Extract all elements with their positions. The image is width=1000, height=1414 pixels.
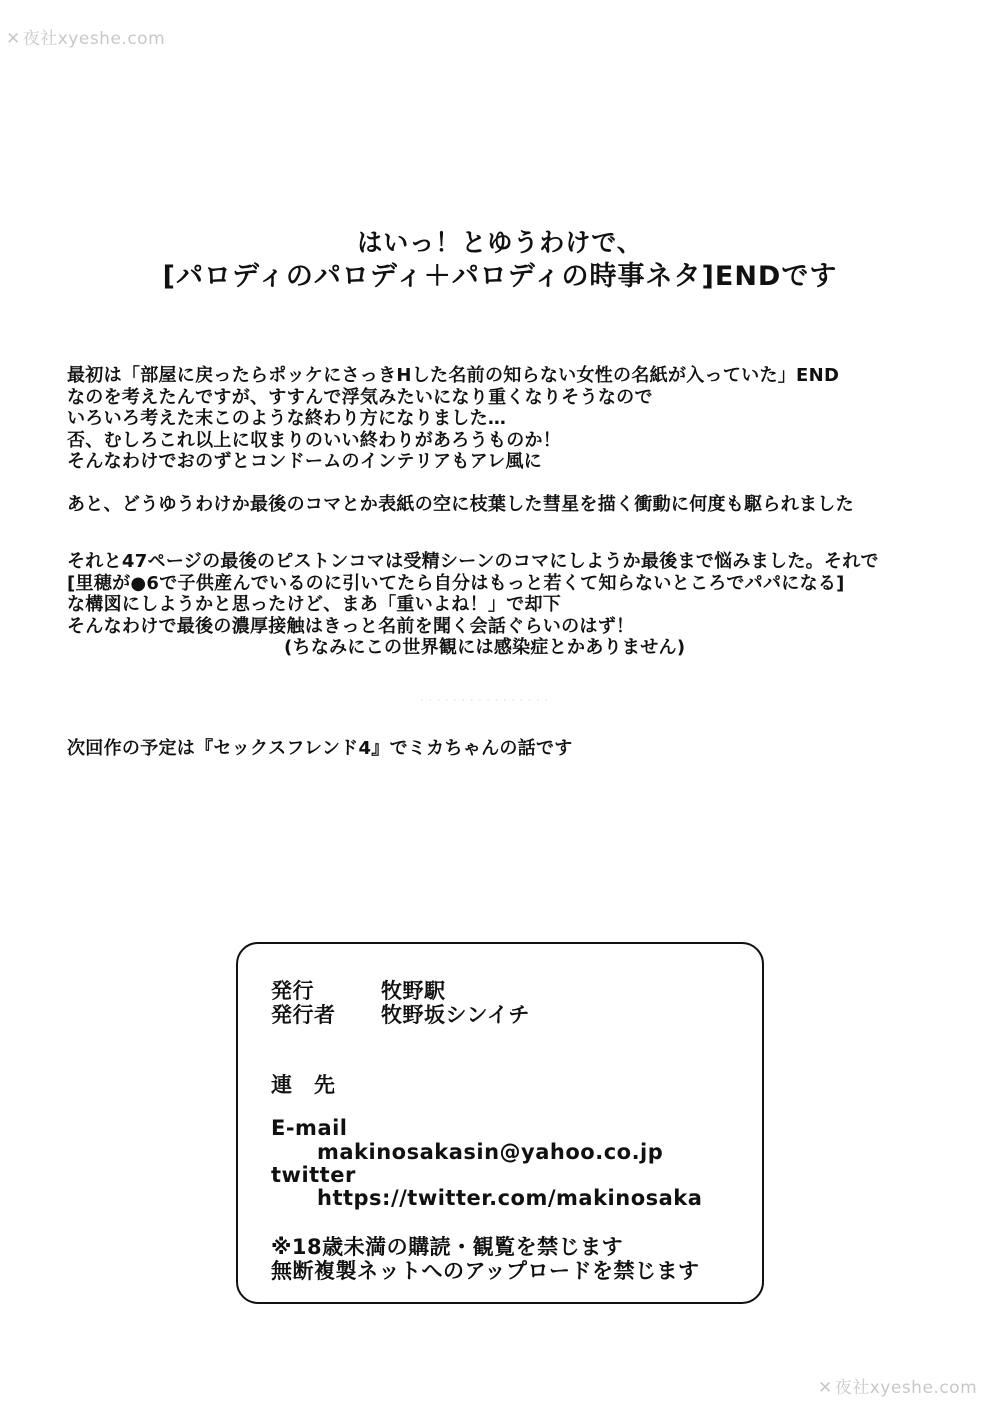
issuer-value: 牧野坂シンイチ — [381, 1003, 530, 1027]
paragraph-line: そんなわけでおのずとコンドームのインテリアもアレ風に — [67, 451, 543, 472]
watermark-x-icon: ✕ — [818, 1378, 833, 1398]
paragraph-3 — [67, 551, 879, 659]
contact-label: 連 先 — [271, 1073, 336, 1097]
copy-prohibition-notice: 無断複製ネットへのアップロードを禁じます — [271, 1259, 700, 1283]
faint-mark: · · · · · · · · · · · · · · · · — [420, 694, 549, 709]
paragraph-line: それと47ページの最後のピストンコマは受精シーンのコマにしようか最後まで悩みました。それで — [67, 551, 879, 572]
paragraph-line: なのを考えたんですが、すすんで浮気みたいになり重くなりそうなので — [67, 386, 653, 408]
email-value[interactable]: makinosakasin@yahoo.co.jp — [317, 1140, 664, 1164]
publisher-label: 発行 — [271, 979, 314, 1003]
heading-line-1: はいっ！とゆうわけで、 — [357, 228, 643, 257]
colophon-box — [236, 942, 764, 1304]
paragraph-line: 否、むしろこれ以上に収まりのいい終わりがあろうものか！ — [67, 429, 562, 451]
watermark-bottom-right: ✕ 夜社xyeshe.com — [818, 1378, 978, 1398]
paragraph-line: そんなわけで最後の濃厚接触はきっと名前を聞く会話ぐらいのはず！ — [67, 615, 635, 637]
issuer-label: 発行者 — [271, 1003, 336, 1027]
publisher-value: 牧野駅 — [381, 979, 446, 1003]
paragraph-line: 最初は「部屋に戻ったらポッケにさっきHした名前の知らない女性の名紙が入っていた」END — [67, 365, 840, 386]
next-work-note: 次回作の予定は『セックスフレンド4』でミカちゃんの話です — [67, 738, 573, 759]
watermark-top-left: ✕ 夜社xyeshe.com — [6, 29, 166, 49]
heading-line-2: [パロディのパロディ＋パロディの時事ネタ]ENDです — [162, 261, 838, 292]
watermark-x-icon: ✕ — [6, 29, 21, 49]
paragraph-line: な構図にしようかと思ったけど、まあ「重いよね！」で却下 — [67, 594, 562, 615]
paragraph-line-aside: (ちなみにこの世界観には感染症とかありません) — [284, 637, 686, 658]
twitter-link[interactable]: https://twitter.com/makinosaka — [317, 1186, 703, 1210]
age-restriction-notice: ※18歳未満の購読・観覧を禁じます — [271, 1235, 624, 1259]
paragraph-1 — [67, 365, 854, 516]
paragraph-2: あと、どうゆうわけか最後のコマとか表紙の空に枝葉した彗星を描く衝動に何度も駆られました — [67, 494, 854, 515]
paragraph-line: いろいろ考えた末このような終わり方になりました… — [67, 408, 507, 429]
email-label: E-mail — [271, 1116, 348, 1140]
paragraph-line: [里穂が●6で子供産んでいるのに引いてたら自分はもっと若くて知らないところでパパになる] — [67, 572, 845, 594]
twitter-label: twitter — [271, 1163, 356, 1187]
